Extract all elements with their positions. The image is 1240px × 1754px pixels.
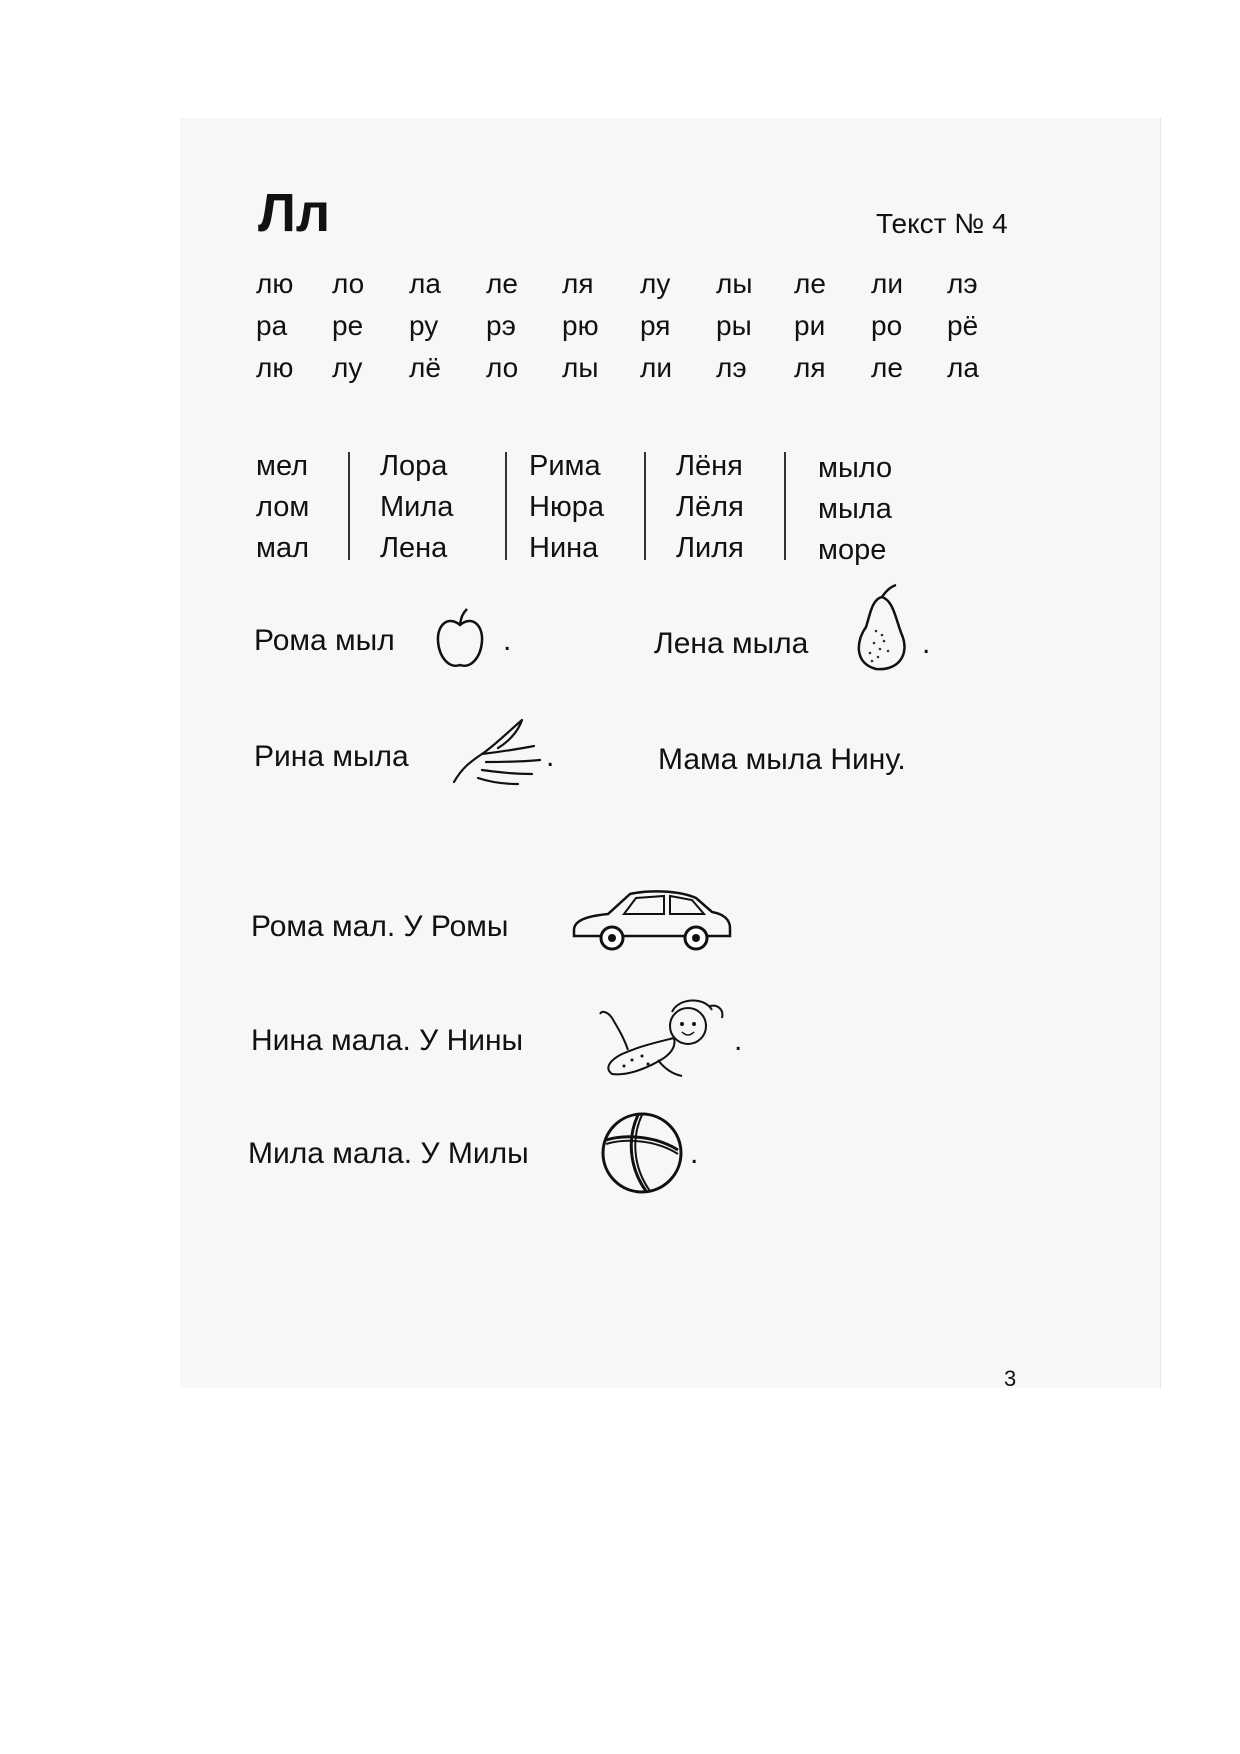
syllable: лу — [332, 352, 363, 383]
syllable: лэ — [716, 352, 747, 383]
word: Нюра — [529, 491, 604, 523]
syllable: ло — [332, 268, 365, 299]
syllable: ля — [562, 268, 594, 299]
letter-heading: Лл — [258, 183, 331, 243]
word: мыла — [818, 493, 892, 525]
syllable: рю — [562, 310, 599, 341]
syllable: ре — [332, 310, 364, 341]
sentence-7: Мила мала. У Милы — [248, 1137, 529, 1170]
word: Лёня — [676, 450, 743, 482]
syllable: ра — [256, 310, 288, 341]
ball-icon — [598, 1110, 686, 1196]
pear-icon — [846, 583, 916, 673]
hand-icon — [448, 712, 546, 788]
syllable: ри — [794, 310, 826, 341]
word: Лёля — [676, 491, 744, 523]
syllable: лы — [716, 268, 753, 299]
syllable: ру — [409, 310, 439, 341]
syllable: ле — [794, 268, 826, 299]
syllable: ря — [640, 310, 671, 341]
syllable: ле — [871, 352, 903, 383]
syllable: рё — [947, 310, 979, 341]
syllable: ло — [486, 352, 519, 383]
doll-icon — [588, 994, 730, 1080]
syllable: ла — [947, 352, 979, 383]
sentence-3: Рина мыла — [254, 740, 409, 773]
word: Лиля — [676, 532, 744, 564]
word: Лена — [380, 532, 448, 564]
sentence-7-dot: . — [690, 1137, 699, 1170]
column-divider — [505, 452, 507, 560]
column-divider — [348, 452, 350, 560]
word: море — [818, 534, 887, 566]
syllable: ля — [794, 352, 826, 383]
syllable: лю — [256, 268, 294, 299]
syllable: ли — [640, 352, 672, 383]
sentence-5: Рома мал. У Ромы — [251, 910, 509, 943]
sentence-6: Нина мала. У Нины — [251, 1024, 524, 1057]
word: мал — [256, 532, 309, 564]
sentence-3-dot: . — [546, 740, 555, 773]
syllable: лё — [409, 352, 441, 383]
word: лом — [256, 491, 310, 523]
syllable: лю — [256, 352, 294, 383]
syllable: лэ — [947, 268, 978, 299]
column-divider — [644, 452, 646, 560]
syllable: лу — [640, 268, 671, 299]
syllable: ро — [871, 310, 903, 341]
word: Рима — [529, 450, 601, 482]
apple-icon — [434, 607, 486, 671]
word: Лора — [380, 450, 448, 482]
syllable: рэ — [486, 310, 516, 341]
syllable: ла — [409, 268, 441, 299]
word: мыло — [818, 452, 893, 484]
syllable: лы — [562, 352, 599, 383]
word: Нина — [529, 532, 599, 564]
sentence-2-dot: . — [922, 627, 931, 660]
column-divider — [784, 452, 786, 560]
sentence-1: Рома мыл — [254, 624, 395, 657]
sentence-2: Лена мыла — [654, 627, 809, 660]
car-icon — [568, 886, 734, 954]
syllable: ли — [871, 268, 903, 299]
syllable: ле — [486, 268, 518, 299]
sentence-1-dot: . — [503, 624, 512, 657]
word: мел — [256, 450, 309, 482]
syllable: ры — [716, 310, 752, 341]
text-number: Текст № 4 — [876, 208, 1008, 239]
page-number: 3 — [1004, 1366, 1017, 1391]
sentence-4: Мама мыла Нину. — [658, 743, 906, 776]
sentence-6-dot: . — [734, 1024, 743, 1057]
word: Мила — [380, 491, 454, 523]
